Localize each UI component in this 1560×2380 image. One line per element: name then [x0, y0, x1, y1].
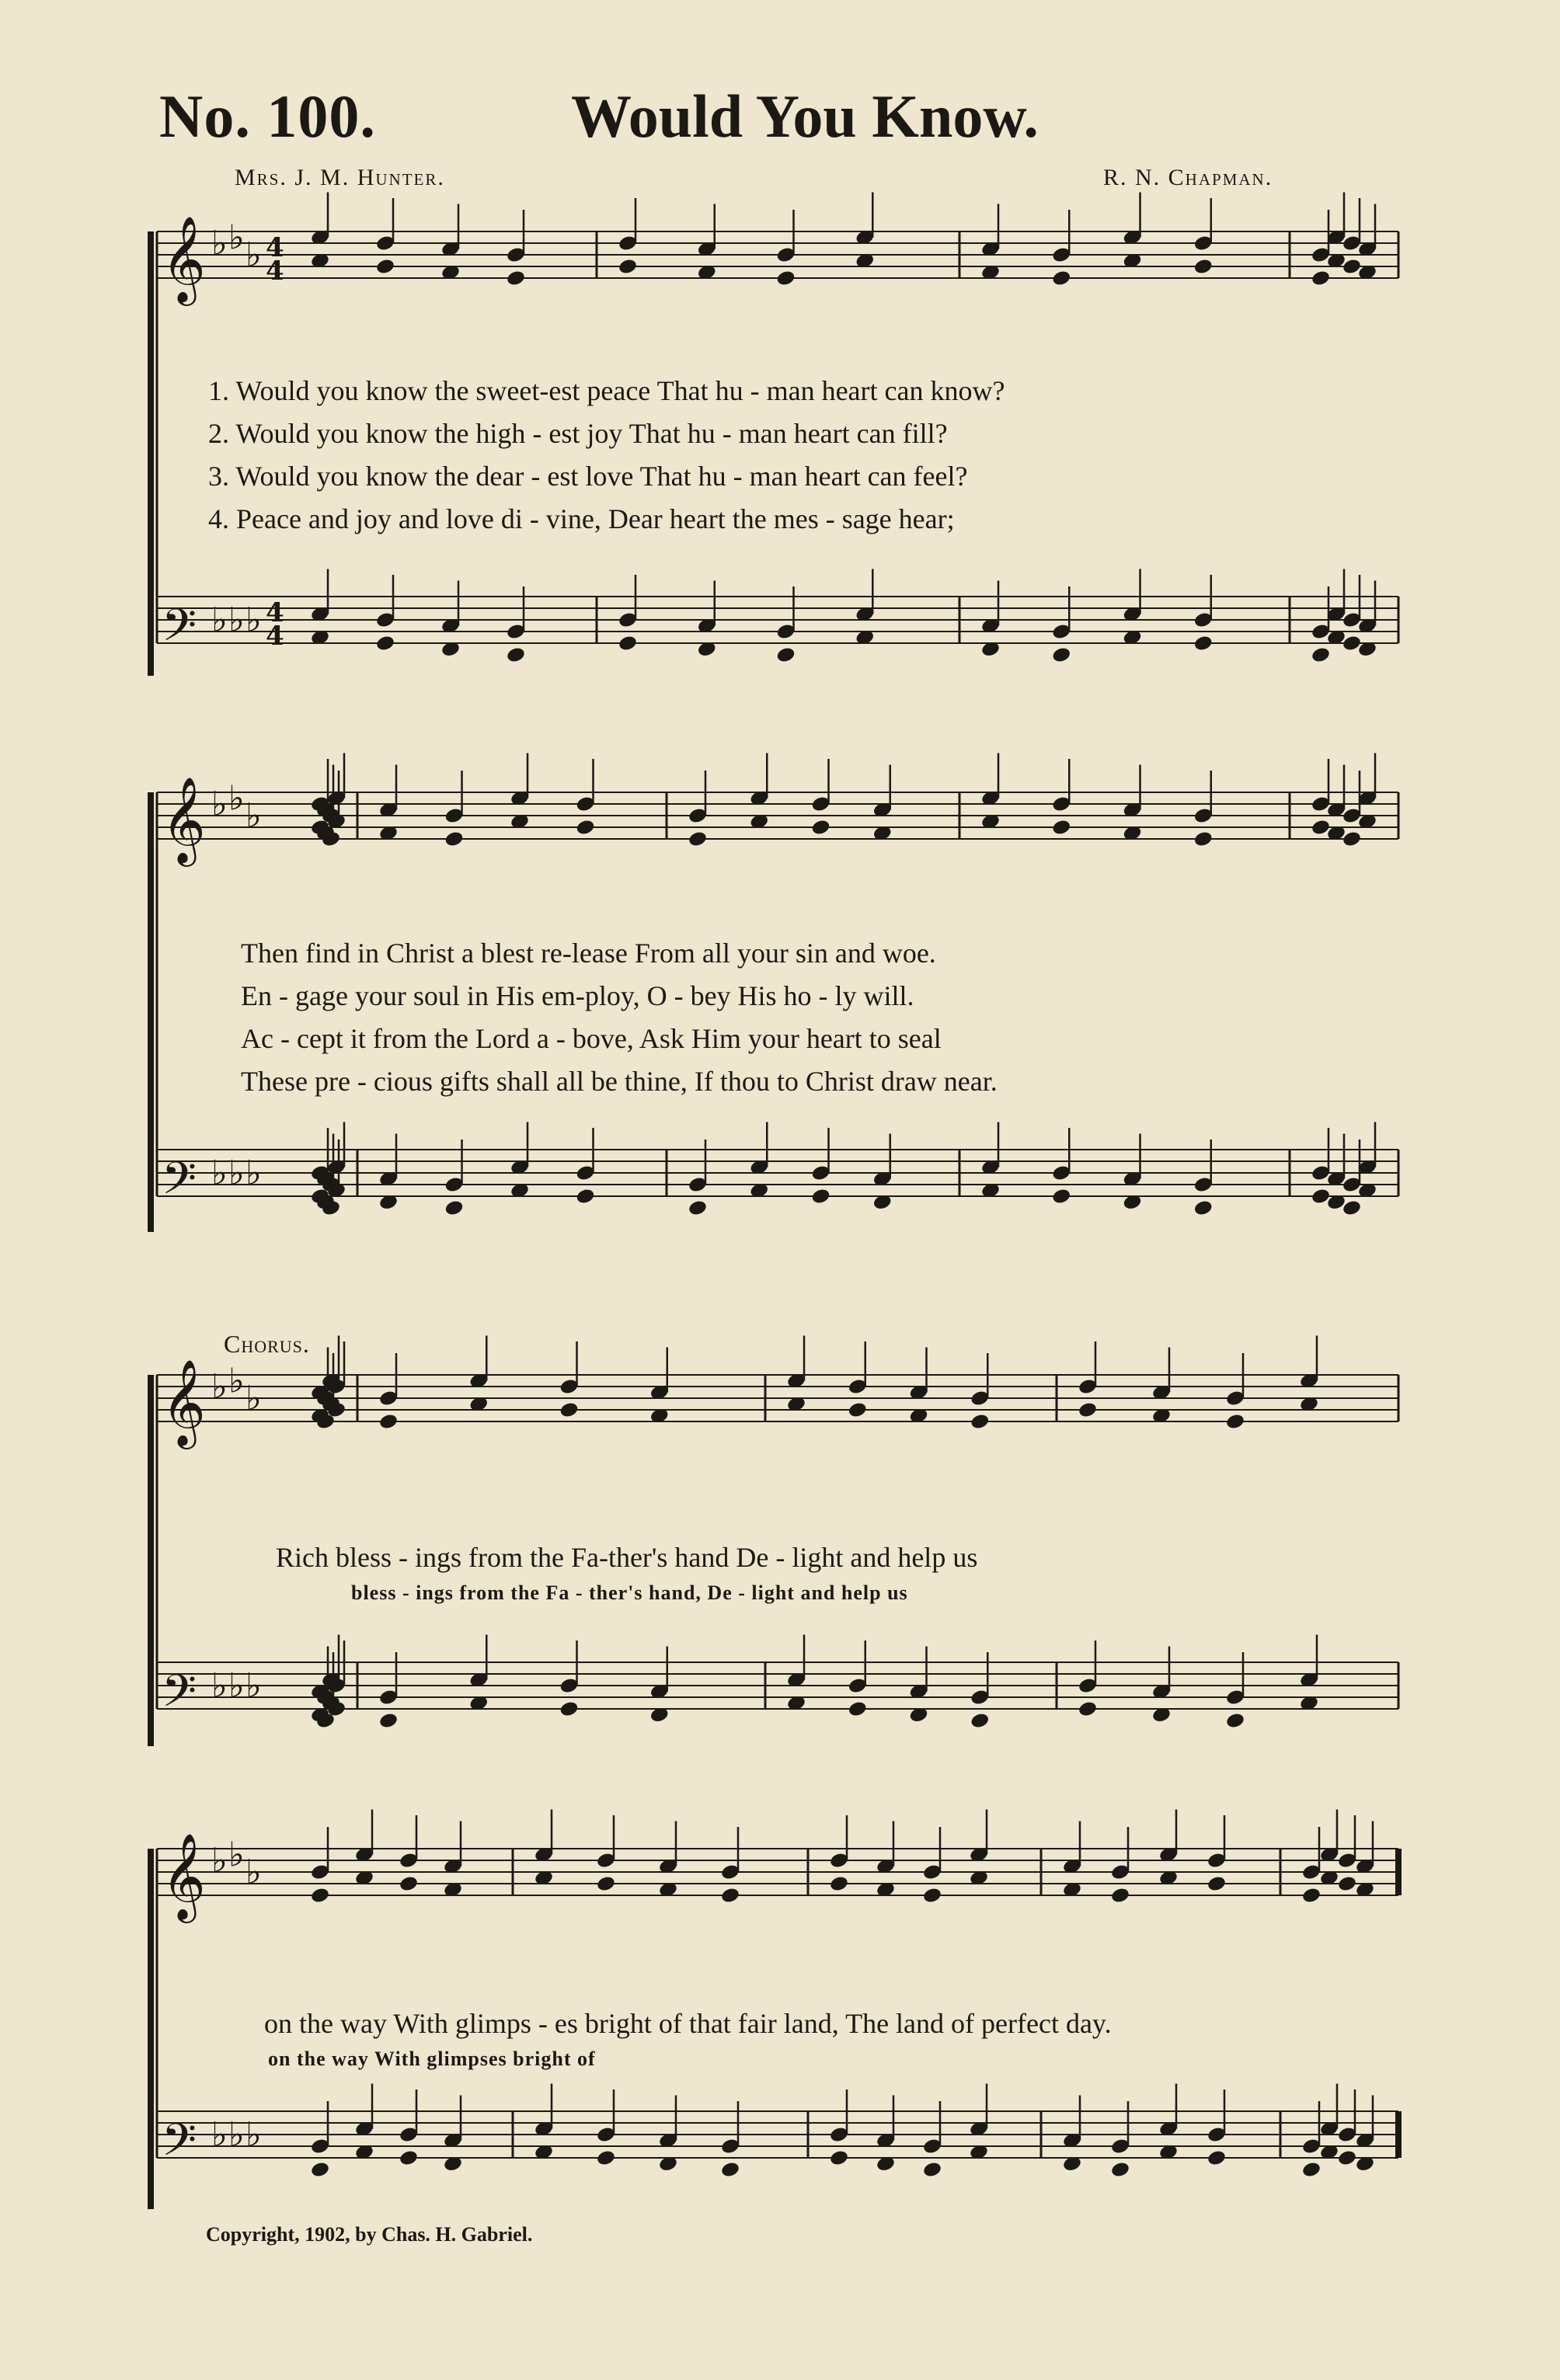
note-head [1342, 830, 1362, 848]
note-head [829, 1875, 849, 1893]
composer-credit: R. N. Chapman. [1103, 165, 1273, 190]
system-bracket [148, 792, 154, 1232]
note-head [1051, 646, 1071, 664]
key-flat: ♭ [211, 2115, 228, 2155]
note-head [399, 2149, 419, 2167]
verse-2-line-2: En - gage your soul in His em-ploy, O - bey His ho - ly will. [241, 980, 914, 1011]
note-head [810, 819, 830, 837]
key-flat: ♭ [245, 1853, 262, 1892]
note-head [310, 2161, 330, 2179]
key-flat: ♭ [211, 785, 228, 824]
note-head [1078, 1700, 1098, 1718]
time-signature: 4 [266, 621, 284, 652]
note-head [970, 1413, 990, 1431]
time-signature: 4 [266, 597, 284, 628]
hymn-title: Would You Know. [571, 82, 1039, 150]
key-flat: ♭ [228, 778, 245, 819]
note-head [378, 1712, 399, 1730]
note-head [444, 1199, 464, 1217]
bass-clef: 𝄢 [162, 1665, 197, 1728]
note-head [596, 1875, 616, 1893]
system-bracket [148, 1849, 154, 2209]
verse-1-line-1: 1. Would you know the sweet-est peace That hu - man heart can know? [208, 375, 1005, 406]
key-flat: ♭ [228, 1835, 245, 1875]
key-flat: ♭ [228, 1666, 245, 1706]
treble-clef: 𝄞 [162, 1359, 206, 1446]
verse-4-line-1: 4. Peace and joy and love di - vine, Dear heart the mes - sage hear; [208, 503, 955, 534]
note-head [810, 1188, 830, 1206]
note-head [1301, 1887, 1321, 1905]
note-head [848, 1700, 868, 1718]
chorus-line-1: Rich bless - ings from the Fa-ther's hand De - light and help us [276, 1542, 978, 1573]
key-flat: ♭ [245, 2115, 262, 2155]
key-flat: ♭ [228, 600, 245, 640]
note-head [1311, 1188, 1331, 1206]
note-head [1193, 258, 1214, 276]
time-signature: 4 [266, 256, 284, 287]
copyright-notice: Copyright, 1902, by Chas. H. Gabriel. [206, 2223, 533, 2246]
note-head [1051, 819, 1071, 837]
note-head [1110, 2161, 1130, 2179]
note-head [688, 830, 708, 848]
verse-3-line-2: Ac - cept it from the Lord a - bove, Ask Him your heart to seal [241, 1023, 942, 1054]
key-flat: ♭ [245, 235, 262, 275]
note-head [378, 1413, 399, 1431]
key-flat: ♭ [211, 224, 228, 263]
verse-1-line-2: Then find in Christ a blest re-lease From all your sin and woe. [241, 938, 936, 969]
note-head [375, 635, 395, 652]
note-head [848, 1401, 868, 1419]
key-flat: ♭ [245, 1153, 262, 1193]
note-head [559, 1401, 579, 1419]
treble-clef: 𝄞 [162, 1832, 206, 1919]
key-flat: ♭ [228, 1153, 245, 1193]
note-head [1110, 1887, 1130, 1905]
note-head [1225, 1413, 1245, 1431]
chorus-label: Chorus. [224, 1330, 310, 1358]
note-head [922, 1887, 942, 1905]
key-flat: ♭ [211, 600, 228, 640]
key-flat: ♭ [228, 2115, 245, 2155]
note-head [1225, 1712, 1245, 1730]
bass-clef: 𝄢 [162, 2114, 197, 2177]
bass-clef: 𝄢 [162, 599, 197, 663]
key-flat: ♭ [211, 1367, 228, 1407]
note-head [1078, 1401, 1098, 1419]
treble-clef: 𝄞 [162, 215, 206, 302]
chorus-line-2: on the way With glimps - es bright of that fair land, The land of perfect day. [264, 2008, 1112, 2039]
note-head [399, 1875, 419, 1893]
note-head [1051, 270, 1071, 287]
note-head [1342, 635, 1362, 652]
note-head [1311, 819, 1331, 837]
key-flat: ♭ [245, 1379, 262, 1418]
note-head [1337, 1875, 1357, 1893]
note-head [1193, 830, 1214, 848]
note-head [310, 1887, 330, 1905]
note-head [375, 258, 395, 276]
note-head [1301, 2161, 1321, 2179]
note-head [720, 2161, 740, 2179]
key-flat: ♭ [245, 796, 262, 836]
note-head [506, 646, 526, 664]
note-head [1051, 1188, 1071, 1206]
treble-clef: 𝄞 [162, 776, 206, 863]
key-flat: ♭ [228, 217, 245, 258]
verse-4-line-2: These pre - cious gifts shall all be thine, If thou to Christ draw near. [241, 1066, 998, 1097]
time-signature: 4 [266, 232, 284, 263]
system-bracket [148, 231, 154, 676]
chorus-line-1-echo: bless - ings from the Fa - ther's hand, De - light and help us [351, 1581, 908, 1604]
hymn-number: No. 100. [159, 82, 376, 150]
note-head [444, 830, 464, 848]
note-head [618, 258, 638, 276]
note-head [506, 270, 526, 287]
note-head [829, 2149, 849, 2167]
note-head [1311, 270, 1331, 287]
lyricist-credit: Mrs. J. M. Hunter. [235, 165, 445, 190]
note-head [775, 270, 796, 287]
key-flat: ♭ [211, 1666, 228, 1706]
note-head [1342, 1199, 1362, 1217]
chorus-line-2-echo: on the way With glimpses bright of [268, 2048, 596, 2070]
note-head [1342, 258, 1362, 276]
system-bracket [148, 1375, 154, 1746]
key-flat: ♭ [211, 1841, 228, 1881]
key-flat: ♭ [245, 600, 262, 640]
note-head [720, 1887, 740, 1905]
note-head [1207, 2149, 1227, 2167]
bass-clef: 𝄢 [162, 1152, 197, 1216]
note-head [575, 819, 595, 837]
key-flat: ♭ [228, 1361, 245, 1401]
note-head [1207, 1875, 1227, 1893]
note-head [575, 1188, 595, 1206]
key-flat: ♭ [245, 1666, 262, 1706]
note-head [922, 2161, 942, 2179]
note-head [970, 1712, 990, 1730]
note-head [559, 1700, 579, 1718]
key-flat: ♭ [211, 1153, 228, 1193]
note-head [1193, 635, 1214, 652]
note-head [618, 635, 638, 652]
note-head [688, 1199, 708, 1217]
note-head [1193, 1199, 1214, 1217]
verse-2-line-1: 2. Would you know the high - est joy That hu - man heart can fill? [208, 418, 948, 449]
note-head [596, 2149, 616, 2167]
note-head [775, 646, 796, 664]
note-head [1337, 2149, 1357, 2167]
verse-3-line-1: 3. Would you know the dear - est love That hu - man heart can feel? [208, 461, 968, 492]
note-head [1311, 646, 1331, 664]
